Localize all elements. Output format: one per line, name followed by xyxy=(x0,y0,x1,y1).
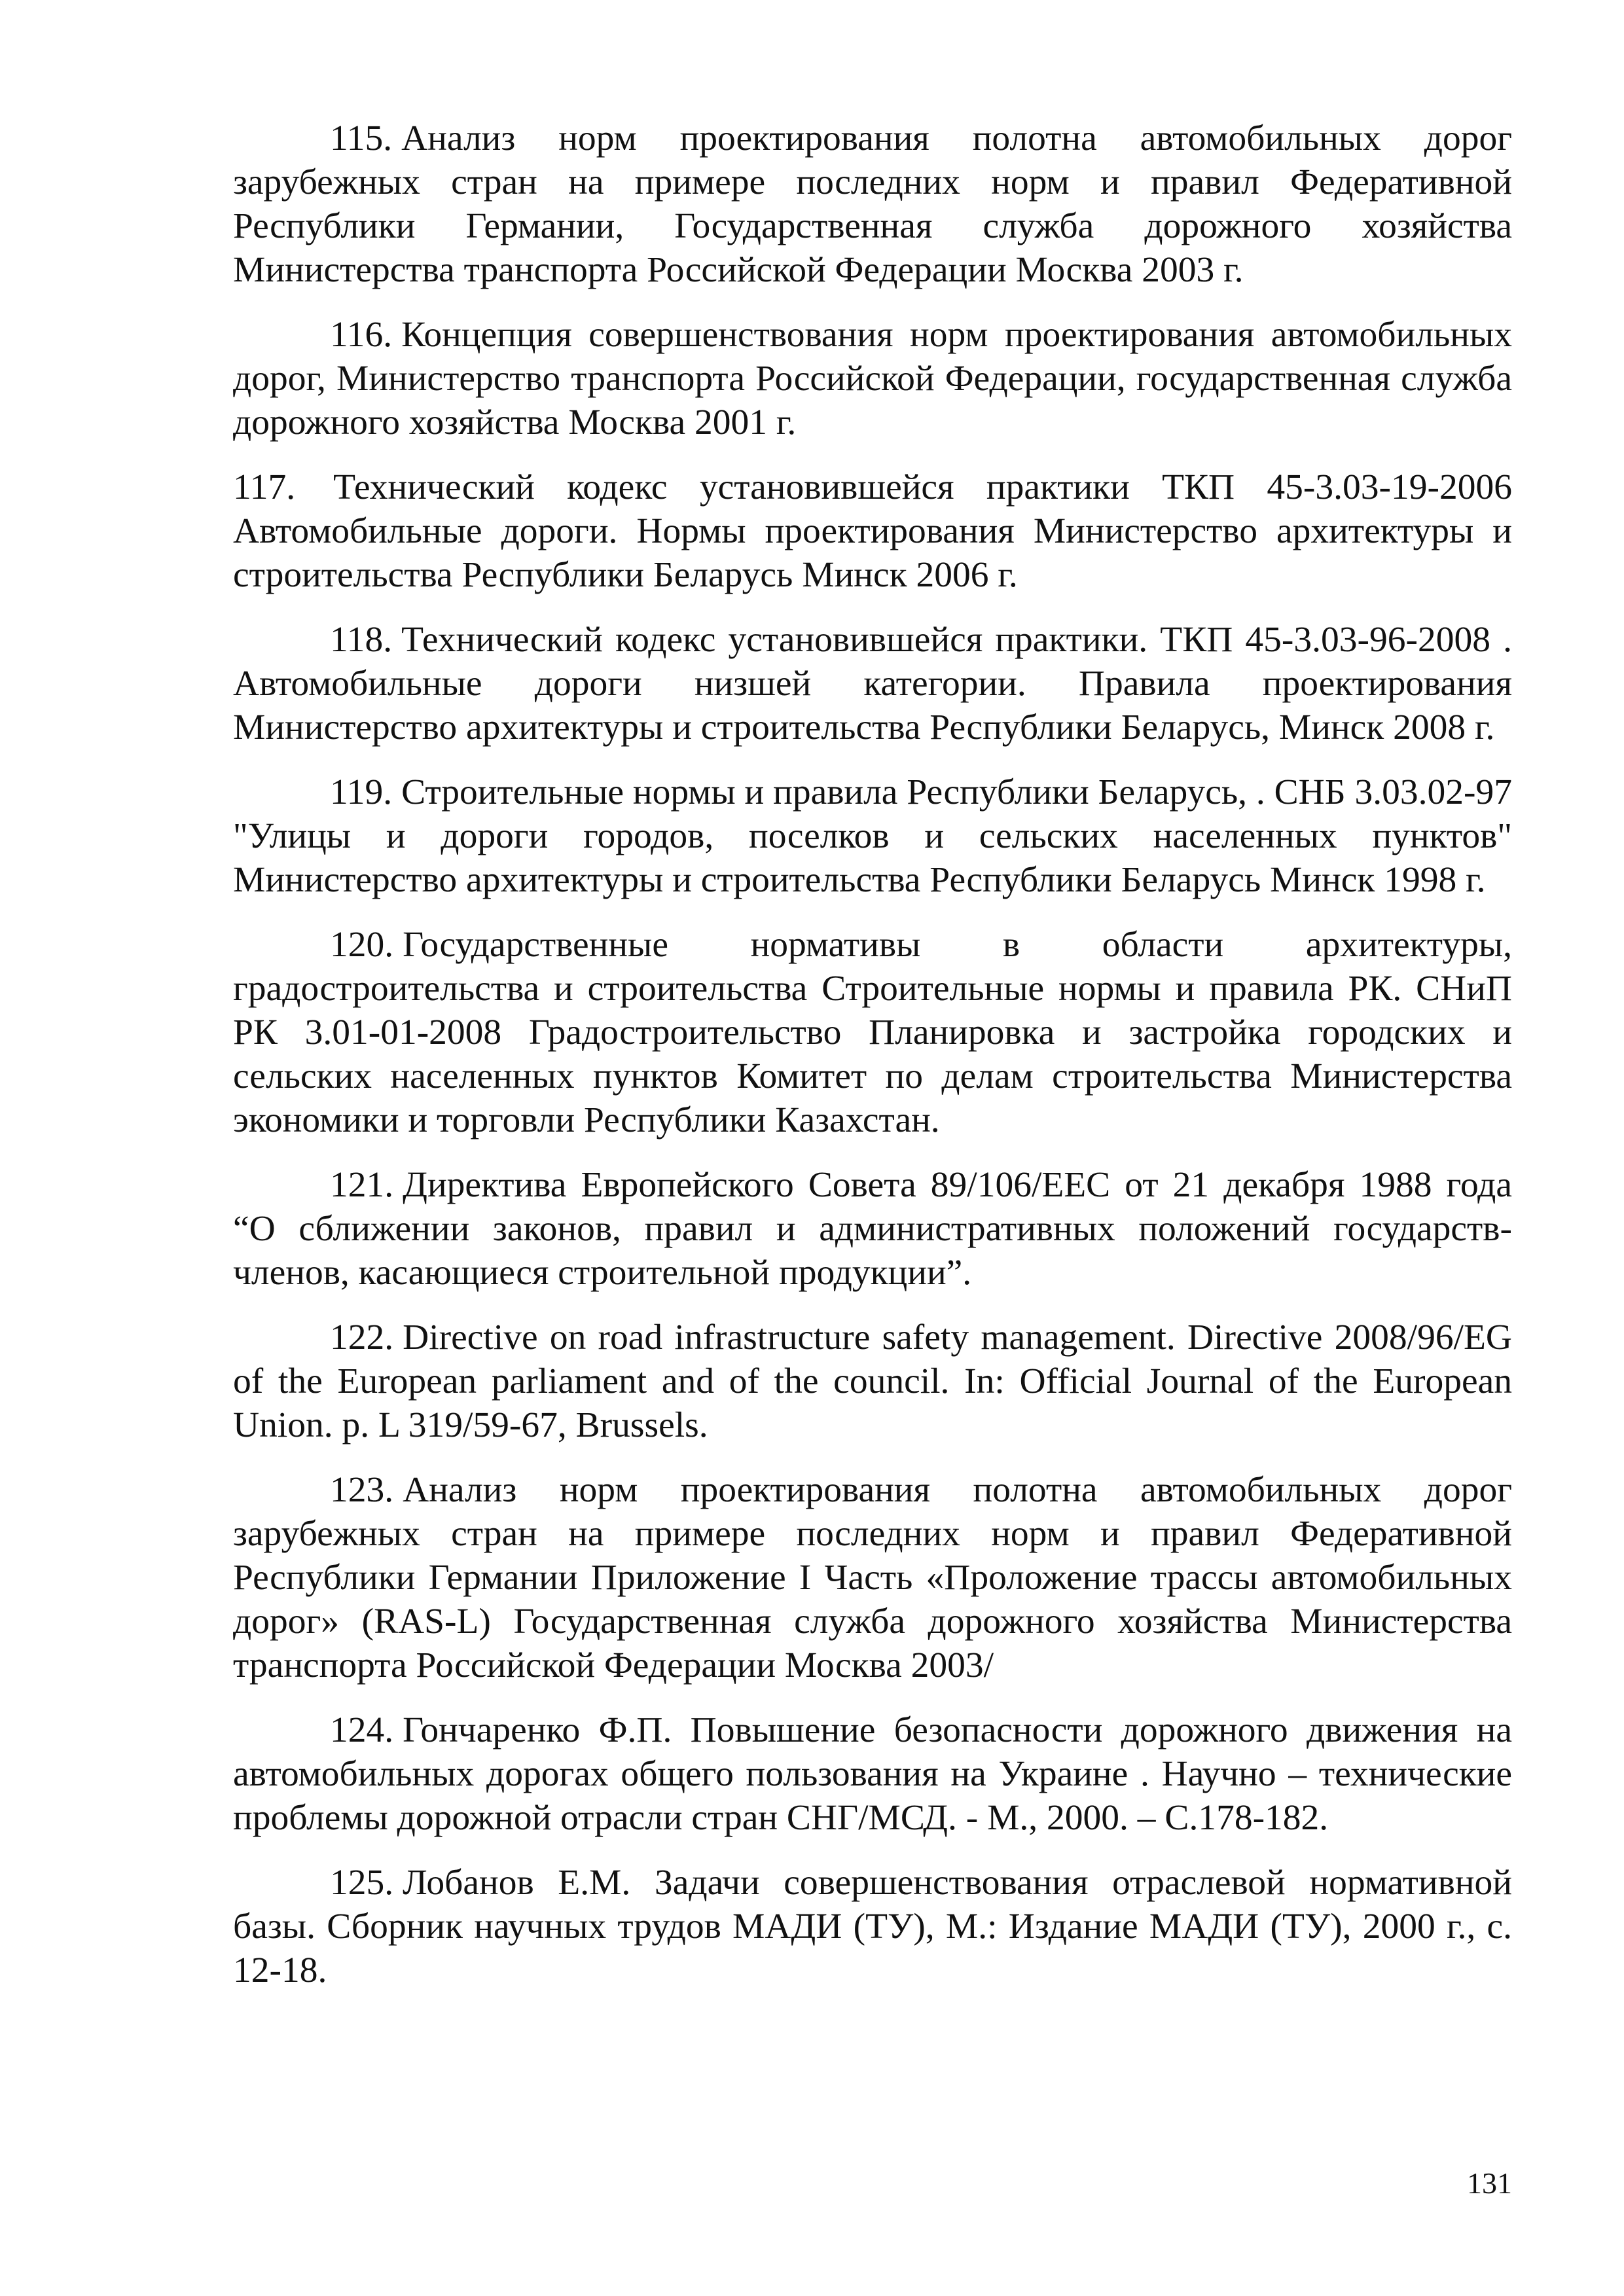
reference-item-123 xyxy=(233,1468,1512,1687)
reference-number: 122. xyxy=(330,1318,394,1357)
reference-text: Технический кодекс установившейся практики ТКП 45-3.03-19-2006 Автомобильные дороги. Нормы проектирования Министерство архитектуры и строительства Республики Беларусь Минск 2006 г. xyxy=(233,467,1512,595)
reference-item-120 xyxy=(233,923,1512,1142)
reference-item-118 xyxy=(233,618,1512,749)
reference-item-116 xyxy=(233,313,1512,444)
reference-number: 117. xyxy=(233,467,296,507)
reference-text: Анализ норм проектирования полотна автомобильных дорог зарубежных стран на примере последних норм и правил Федеративной Республики Германии, Государственная служба дорожного хозяйства Министерства транспорта Российской Федерации Москва 2003 г. xyxy=(233,118,1512,290)
reference-item-121 xyxy=(233,1163,1512,1295)
page-number: 131 xyxy=(1467,2166,1512,2200)
reference-number: 115. xyxy=(330,118,393,158)
reference-number: 124. xyxy=(330,1710,394,1750)
reference-item-117 xyxy=(233,465,1512,597)
reference-text: Анализ норм проектирования полотна автомобильных дорог зарубежных стран на примере последних норм и правил Федеративной Республики Германии Приложение I Часть «Проложение трассы автомобильных дорог» (RAS-L) Государственная служба дорожного хозяйства Министерства транспорта Российской Федерации Москва 2003/ xyxy=(233,1470,1512,1685)
reference-number: 125. xyxy=(330,1863,394,1903)
reference-number: 123. xyxy=(330,1470,394,1510)
reference-item-125 xyxy=(233,1861,1512,1992)
reference-number: 119. xyxy=(330,772,393,812)
reference-number: 121. xyxy=(330,1165,394,1205)
reference-number: 118. xyxy=(330,620,393,660)
reference-text: Государственные нормативы в области архитектуры, градостроительства и строительства Строительные нормы и правила РК. СНиП РК 3.01-01-2008 Градостроительство Планировка и застройка городских и сельских населенных пунктов Комитет по делам строительства Министерства экономики и торговли Республики Казахстан. xyxy=(233,925,1512,1140)
reference-text: Директива Европейского Совета 89/106/EEC от 21 декабря 1988 года “О сближении законов, правил и административных положений государств-членов, касающиеся строительной продукции”. xyxy=(233,1165,1512,1293)
reference-item-119 xyxy=(233,770,1512,902)
reference-number: 120. xyxy=(330,925,394,965)
reference-text: Directive on road infrastructure safety management. Directive 2008/96/EG of the European parliament and of the council. In: Official Journal of the European Union. p. L 319/59-67, Brussels. xyxy=(233,1318,1512,1445)
reference-text: Гончаренко Ф.П. Повышение безопасности дорожного движения на автомобильных дорогах общего пользования на Украине . Научно – технические проблемы дорожной отрасли стран СНГ/МСД. - М., 2000. – С.178-182. xyxy=(233,1710,1512,1838)
reference-text: Концепция совершенствования норм проектирования автомобильных дорог, Министерство транспорта Российской Федерации, государственная служба дорожного хозяйства Москва 2001 г. xyxy=(233,315,1512,442)
reference-item-124 xyxy=(233,1708,1512,1840)
reference-number: 116. xyxy=(330,315,393,355)
reference-list xyxy=(233,117,1512,2013)
reference-text: Строительные нормы и правила Республики Беларусь, . СНБ 3.03.02-97 "Улицы и дороги городов, поселков и сельских населенных пунктов" Министерство архитектуры и строительства Республики Беларусь Минск 1998 г. xyxy=(233,772,1512,900)
reference-text: Технический кодекс установившейся практики. ТКП 45-3.03-96-2008 . Автомобильные дороги низшей категории. Правила проектирования Министерство архитектуры и строительства Республики Беларусь, Минск 2008 г. xyxy=(233,620,1512,747)
reference-text: Лобанов Е.М. Задачи совершенствования отраслевой нормативной базы. Сборник научных трудов МАДИ (ТУ), М.: Издание МАДИ (ТУ), 2000 г., с. 12-18. xyxy=(233,1863,1512,1990)
reference-item-115 xyxy=(233,117,1512,292)
reference-item-122 xyxy=(233,1316,1512,1447)
